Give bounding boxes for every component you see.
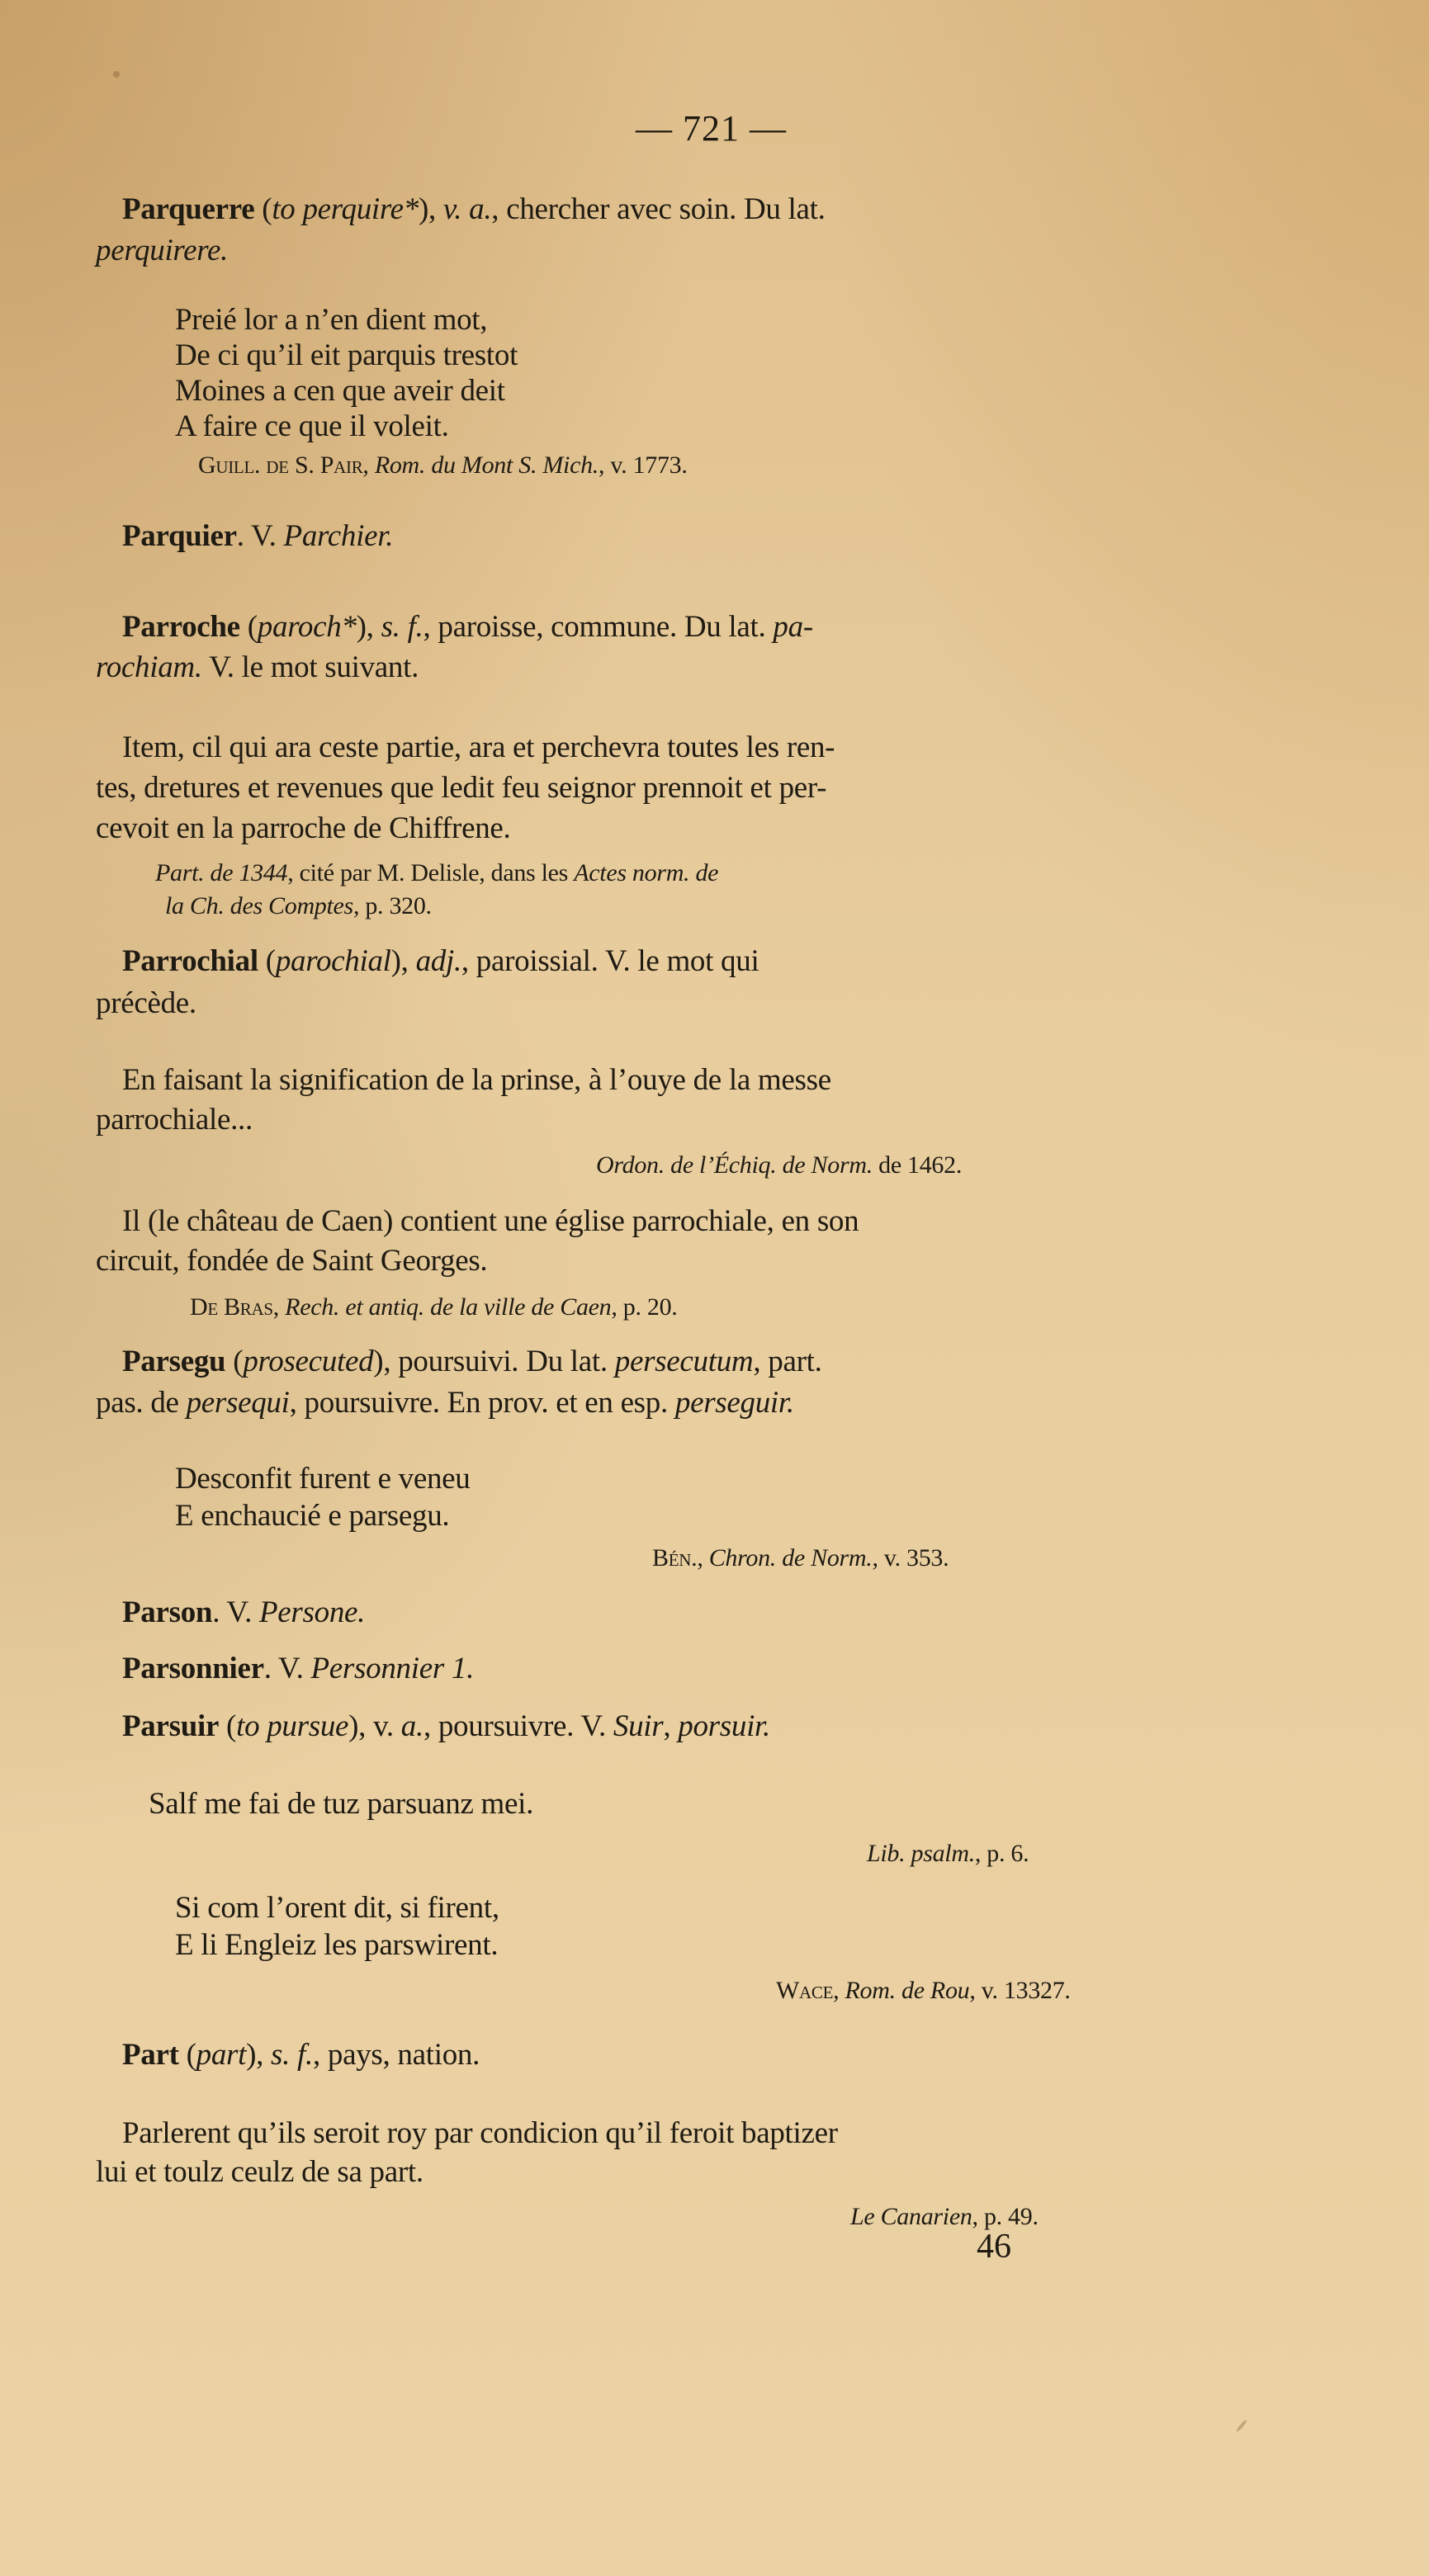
italic-text: Rom. de Rou (845, 1977, 970, 2004)
citation-source (652, 1540, 949, 1576)
text-run: , (272, 1293, 286, 1321)
italic-text: v. a. (442, 192, 492, 226)
text-run: , p. 320. (353, 892, 432, 919)
text-run: ( (178, 2038, 196, 2072)
text-run: , (833, 1977, 845, 2004)
text-run: , p. 49. (972, 2203, 1039, 2230)
text-run: , part. (753, 1345, 822, 1378)
entry-parrochial-line-2 (96, 985, 196, 1022)
headword: Parsonnier (122, 1652, 264, 1685)
text-run: , pays, nation. (312, 2038, 480, 2072)
text-run: ( (239, 610, 258, 644)
entry-parsegu-line-1 (122, 1344, 822, 1380)
entry-parsegu-line-2 (96, 1385, 794, 1421)
text-run: , (697, 1544, 709, 1572)
page-number: — 721 — (636, 108, 787, 149)
verse-line: E li Engleiz les parswirent. (175, 1928, 499, 1962)
text-run: ), (418, 192, 443, 226)
citation-source (776, 1973, 1071, 2009)
italic-text: Actes norm. de (574, 859, 719, 886)
italic-text: Rom. du Mont S. Mich. (374, 451, 599, 479)
verse-line: Si com l’orent dit, si firent, (175, 1891, 499, 1925)
text-run: . V. (236, 519, 284, 553)
prose-quote-line: tes, dretures et revenues que ledit feu seignor prennoit et per- (96, 771, 827, 805)
text-run: ), (356, 610, 381, 644)
italic-text: porsuir. (678, 1709, 770, 1743)
italic-text: Suir (613, 1709, 664, 1743)
text-run: . V. (212, 1595, 259, 1629)
italic-text: parochial (275, 944, 391, 978)
citation-source (190, 1289, 678, 1326)
text-run: de 1462. (872, 1151, 963, 1179)
italic-text: persecutum (614, 1345, 754, 1378)
prose-quote-line: circuit, fondée de Saint Georges. (96, 1244, 488, 1278)
citation-source (596, 1147, 962, 1184)
text-run: ), v. (348, 1709, 401, 1743)
text-run: , paroissial. V. le mot qui (461, 944, 759, 978)
italic-text: Chron. de Norm. (708, 1544, 873, 1572)
citation-source (165, 888, 432, 924)
text-run: , poursuivre. V. (423, 1709, 613, 1743)
text-run: , v. 1773. (599, 451, 688, 479)
prose-quote-line: lui et toulz ceulz de sa part. (96, 2155, 423, 2189)
headword: Parsuir (122, 1709, 220, 1743)
headword: Part (122, 2038, 179, 2072)
entry-parsonnier (122, 1651, 474, 1687)
author-name: De Bras (190, 1293, 273, 1321)
entry-parroche-line-1 (122, 609, 1305, 645)
text-run: , paroisse, commune. Du lat. (423, 610, 774, 644)
italic-text: Part. de 1344 (155, 859, 288, 886)
entry-parquier (122, 518, 393, 555)
signature-mark: 46 (977, 2228, 1011, 2266)
headword: Parroche (122, 610, 240, 644)
text-run: , cité par M. Delisle, dans les (287, 859, 575, 886)
prose-quote-line: cevoit en la parroche de Chiffrene. (96, 811, 511, 845)
citation-source (867, 1836, 1029, 1872)
headword: Parson (122, 1595, 213, 1629)
italic-text: s. f. (271, 2038, 313, 2072)
italic-text: Personnier 1. (310, 1652, 475, 1685)
text-run: , (362, 451, 375, 479)
text-run: . V. (263, 1652, 311, 1685)
author-name: Wace (776, 1977, 834, 2004)
text-run: , p. 6. (974, 1840, 1029, 1867)
text-run: , (663, 1709, 679, 1743)
citation-source (198, 447, 688, 484)
citation-source (155, 855, 718, 891)
prose-quote-line: Item, cil qui ara ceste partie, ara et perchevra toutes les ren- (122, 730, 835, 764)
italic-text: s. f. (381, 610, 423, 644)
italic-text: Parchier. (283, 519, 394, 553)
text-run: , p. 20. (611, 1293, 678, 1321)
verse-line: Salf me fai de tuz parsuanz mei. (149, 1787, 534, 1821)
italic-text: prosecuted (243, 1345, 374, 1378)
paper-stain (113, 71, 120, 78)
text-run: ( (225, 1345, 244, 1378)
entry-parquerre-line-2 (96, 233, 228, 269)
italic-text: Lib. psalm. (867, 1840, 975, 1867)
italic-text: Le Canarien (850, 2203, 972, 2230)
italic-text: adj. (415, 944, 461, 978)
text-run: ), poursuivi. Du lat. (373, 1345, 615, 1378)
text-run: , poursuivre. En prov. et en esp. (289, 1386, 675, 1420)
entry-part (122, 2037, 480, 2073)
text-run: ), (390, 944, 416, 978)
text-run: ), (246, 2038, 272, 2072)
italic-text: to perquire* (272, 192, 419, 226)
italic-text: persequi (186, 1386, 290, 1420)
verse-line: E enchaucié e parsegu. (175, 1499, 450, 1533)
prose-quote-line: En faisant la signification de la prinse, à l’ouye de la messe (122, 1063, 831, 1097)
italic-text: perquirere. (96, 234, 229, 267)
text-run: pas. de (96, 1386, 187, 1420)
italic-text: rochiam. (96, 650, 202, 684)
entry-parsuir (122, 1709, 770, 1745)
italic-text: pa- (773, 610, 813, 644)
text-run: précède. (96, 986, 196, 1020)
text-run: ( (219, 1709, 237, 1743)
verse-line: Desconfit furent e veneu (175, 1462, 471, 1496)
prose-quote-line: Parlerent qu’ils seroit roy par condicion qu’il feroit baptizer (122, 2116, 838, 2150)
verse-line: Preié lor a n’en dient mot, (175, 303, 488, 337)
entry-parrochial-line-1 (122, 943, 759, 980)
text-run: ( (258, 944, 276, 978)
author-name: Bén. (652, 1544, 698, 1572)
entry-parquerre-line-1 (122, 191, 1305, 228)
headword: Parquerre (122, 192, 255, 226)
italic-text: a. (400, 1709, 423, 1743)
prose-quote-line: Il (le château de Caen) contient une église parrochiale, en son (122, 1204, 859, 1238)
text-run: V. le mot suivant. (201, 650, 419, 684)
italic-text: Persone. (259, 1595, 366, 1629)
italic-text: part (196, 2038, 247, 2072)
italic-text: to pursue (236, 1709, 349, 1743)
text-run: , chercher avec soin. Du lat. (491, 192, 826, 226)
verse-line: De ci qu’il eit parquis trestot (175, 338, 518, 372)
italic-text: Rech. et antiq. de la ville de Caen (285, 1293, 612, 1321)
text-run: , v. 13327. (969, 1977, 1071, 2004)
prose-quote-line: parrochiale... (96, 1103, 253, 1137)
paper-stain (1236, 2419, 1248, 2432)
headword: Parrochial (122, 944, 258, 978)
verse-line: A faire ce que il voleit. (175, 409, 449, 443)
author-name: Guill. de S. Pair (198, 451, 363, 479)
text-run: , v. 353. (872, 1544, 949, 1572)
entry-parroche-line-2 (96, 650, 419, 686)
verse-line: Moines a cen que aveir deit (175, 374, 505, 408)
headword: Parsegu (122, 1345, 226, 1378)
text-run: ( (254, 192, 272, 226)
headword: Parquier (122, 519, 237, 553)
italic-text: Ordon. de l’Échiq. de Norm. (596, 1151, 873, 1179)
entry-parson (122, 1595, 365, 1631)
italic-text: perseguir. (674, 1386, 794, 1420)
italic-text: la Ch. des Comptes (165, 892, 353, 919)
italic-text: paroch* (257, 610, 357, 644)
